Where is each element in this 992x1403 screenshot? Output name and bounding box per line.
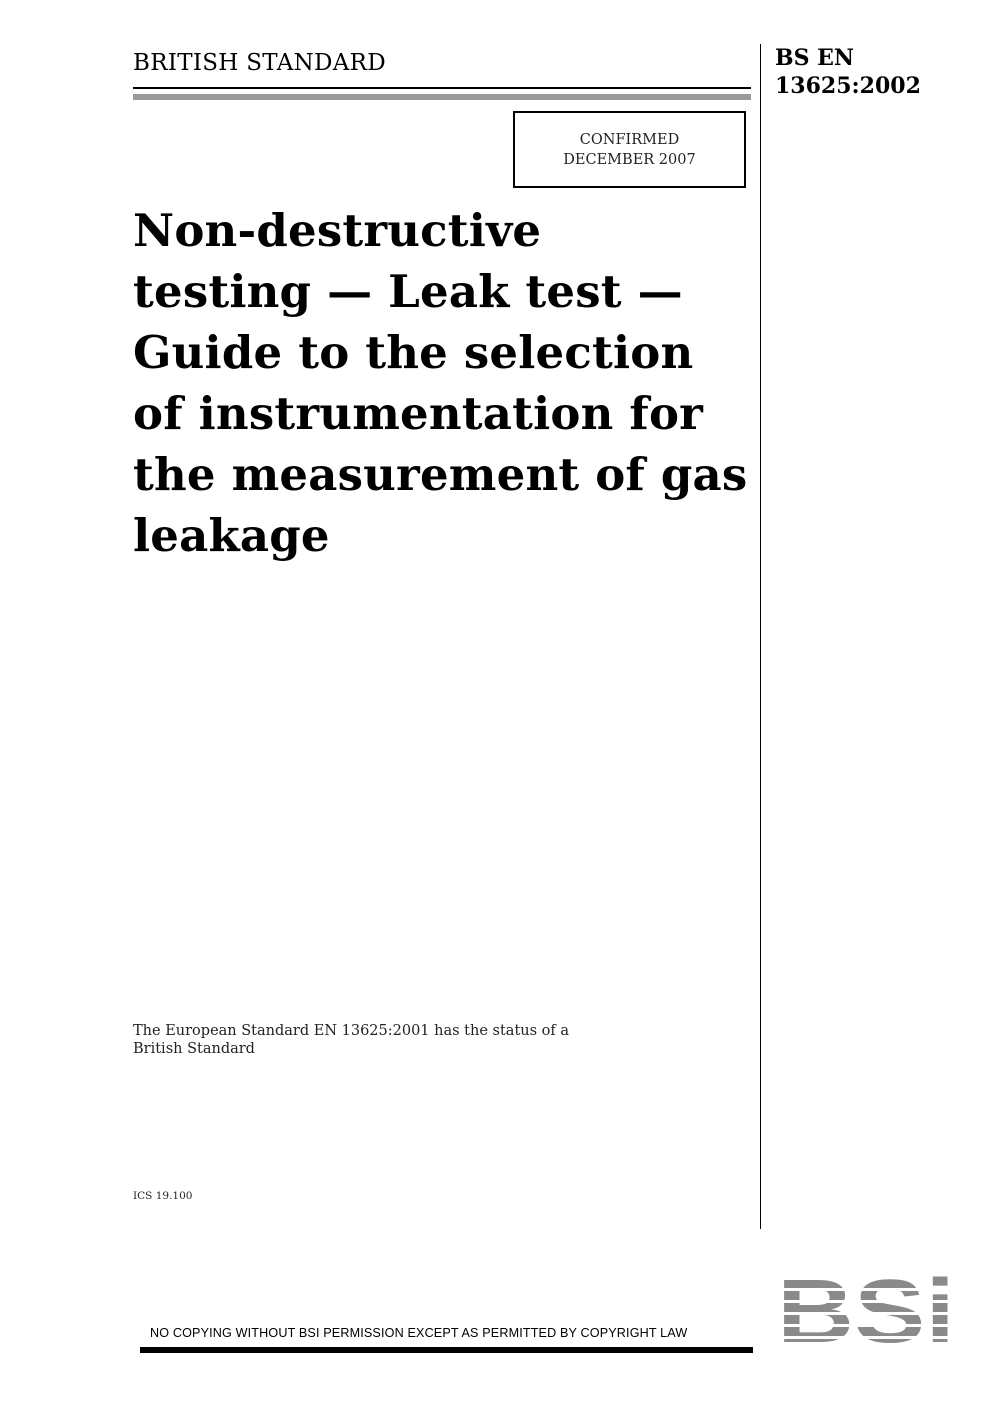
header-rule-thin [133,87,751,89]
title-line: Guide to the selection [133,326,694,379]
document-title [133,200,753,566]
header-rule-thick [133,94,751,100]
ics-code: ICS 19.100 [133,1190,193,1202]
status-note [133,1022,569,1058]
vertical-rule [760,44,761,1229]
standard-number-line1: BS EN [775,45,855,71]
standard-number [775,44,921,100]
status-note-line2: British Standard [133,1041,255,1057]
copyright-notice: NO COPYING WITHOUT BSI PERMISSION EXCEPT AS PERMITTED BY COPYRIGHT LAW [150,1326,688,1340]
header-label: BRITISH STANDARD [133,50,387,76]
title-line: Non-destructive [133,204,542,257]
title-line: testing — Leak test — [133,265,683,318]
title-line: of instrumentation for [133,387,704,440]
confirmed-line1: CONFIRMED [579,131,680,148]
footer-rule [140,1347,753,1353]
status-note-line1: The European Standard EN 13625:2001 has the status of a [133,1023,570,1039]
confirmed-stamp [513,111,746,188]
title-line: leakage [133,509,330,562]
standard-number-line2: 13625:2002 [775,73,921,99]
title-line: the measurement of gas [133,448,748,501]
confirmed-line2: DECEMBER 2007 [563,151,696,168]
bsi-logo [779,1276,955,1354]
